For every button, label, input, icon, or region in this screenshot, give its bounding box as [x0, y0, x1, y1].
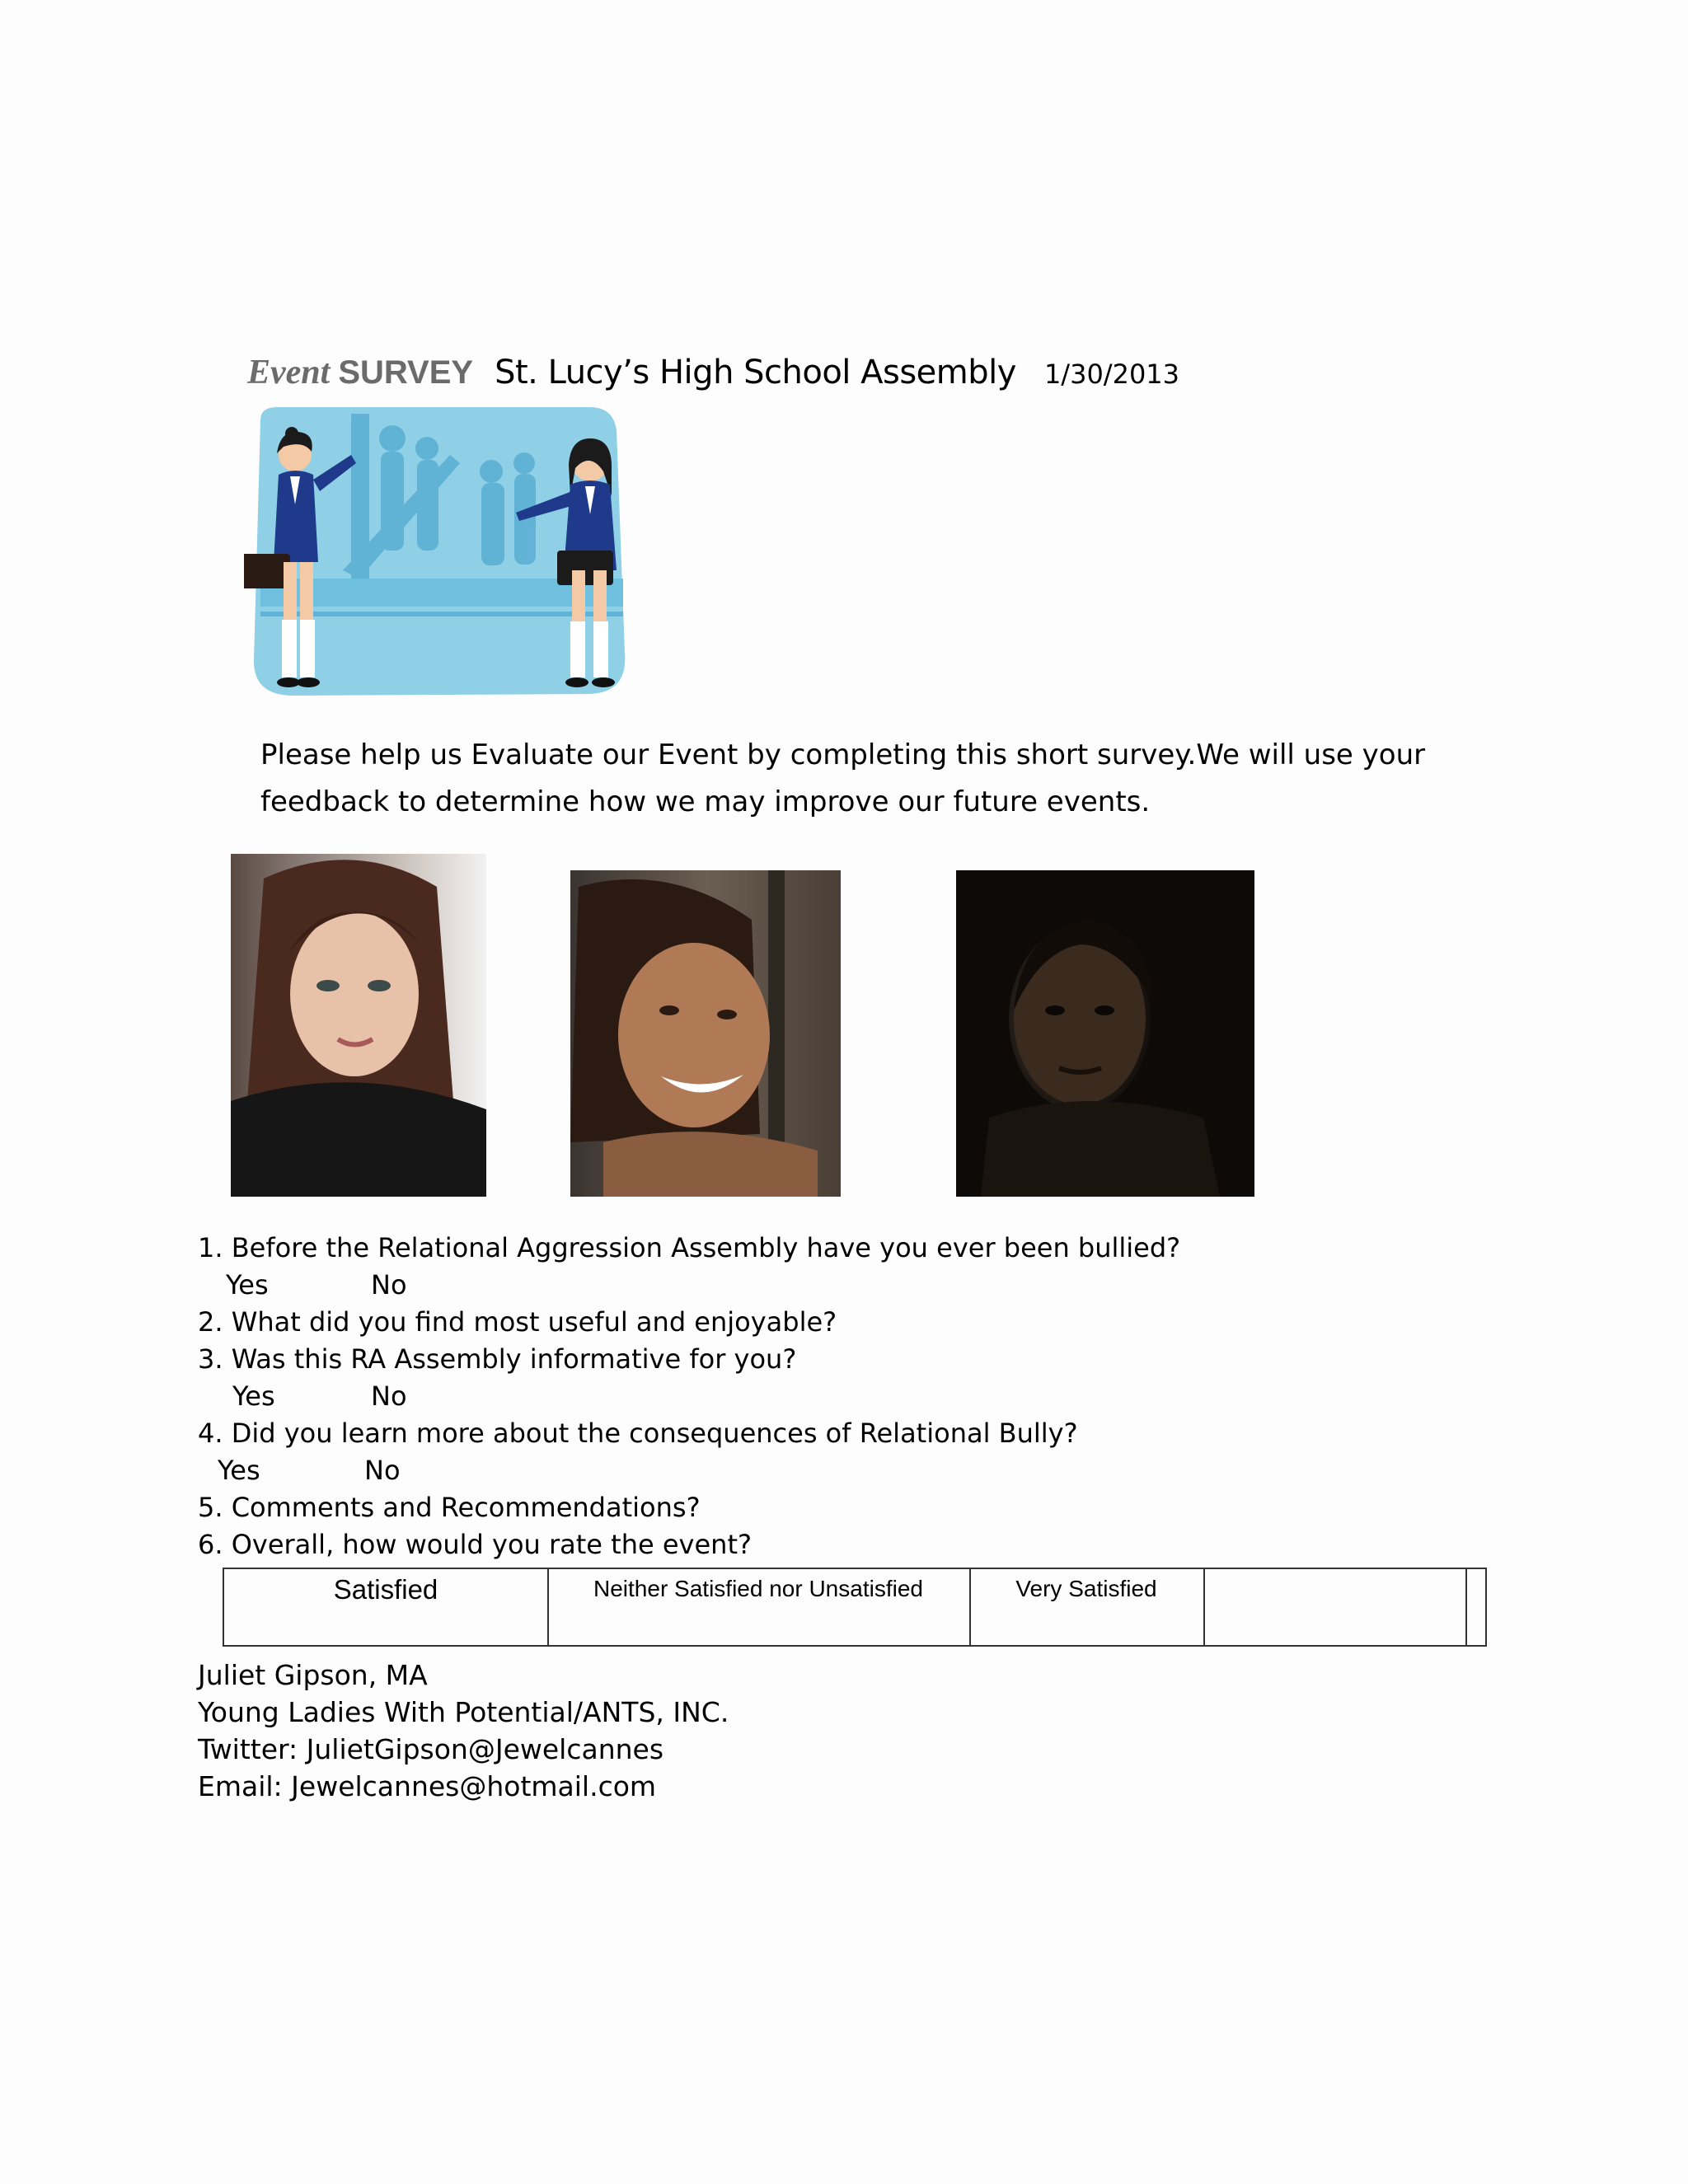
rating-table: [223, 1568, 1487, 1647]
contact-name: Juliet Gipson, MA: [198, 1659, 428, 1691]
q3-no-option[interactable]: No: [371, 1380, 407, 1412]
question-4: 4. Did you learn more about the consequences of Relational Bully?: [198, 1418, 1078, 1449]
portrait-photo-3: [956, 870, 1254, 1197]
contact-email[interactable]: Email: Jewelcannes@hotmail.com: [198, 1770, 657, 1802]
question-3: 3. Was this RA Assembly informative for you?: [198, 1343, 797, 1375]
rating-option-neither[interactable]: [547, 1569, 971, 1645]
rating-option-blank-narrow[interactable]: [1465, 1569, 1487, 1645]
intro-line-2: feedback to determine how we may improve our future events.: [260, 785, 1151, 818]
intro-line-1: Please help us Evaluate our Event by completing this short survey.We will use your: [260, 738, 1426, 771]
q3-yes-option[interactable]: Yes: [232, 1380, 275, 1412]
contact-organization: Young Ladies With Potential/ANTS, INC.: [198, 1696, 729, 1728]
q4-yes-option[interactable]: Yes: [218, 1455, 260, 1486]
survey-word: SURVEY: [338, 354, 474, 391]
portrait-photo-2: [570, 870, 841, 1197]
question-5: 5. Comments and Recommendations?: [198, 1492, 701, 1523]
q1-yes-option[interactable]: Yes: [226, 1269, 269, 1301]
contact-block: [198, 1657, 729, 1805]
contact-twitter[interactable]: Twitter: JulietGipson@Jewelcannes: [198, 1733, 664, 1765]
question-6: 6. Overall, how would you rate the event?: [198, 1529, 752, 1560]
event-date: 1/30/2013: [1043, 359, 1180, 390]
question-2: 2. What did you find most useful and enjoyable?: [198, 1306, 837, 1338]
rating-option-very-satisfied[interactable]: [969, 1569, 1205, 1645]
rating-option-label: Very Satisfied: [1015, 1576, 1157, 1601]
rating-option-blank[interactable]: [1203, 1569, 1467, 1645]
portrait-photo-1: [231, 854, 486, 1197]
rating-option-label: Neither Satisfied nor Unsatisfied: [593, 1576, 923, 1601]
q1-no-option[interactable]: No: [371, 1269, 407, 1301]
rating-option-label: Satisfied: [333, 1574, 438, 1605]
rating-option-satisfied[interactable]: [224, 1569, 549, 1645]
event-title: St. Lucy’s High School Assembly: [495, 354, 1016, 391]
survey-heading: [247, 353, 1179, 402]
schoolgirls-clipart: [244, 405, 648, 702]
intro-paragraph: [260, 732, 1447, 826]
event-word: Event: [247, 354, 331, 391]
question-1: 1. Before the Relational Aggression Assembly have you ever been bullied?: [198, 1232, 1181, 1263]
q4-no-option[interactable]: No: [364, 1455, 401, 1486]
